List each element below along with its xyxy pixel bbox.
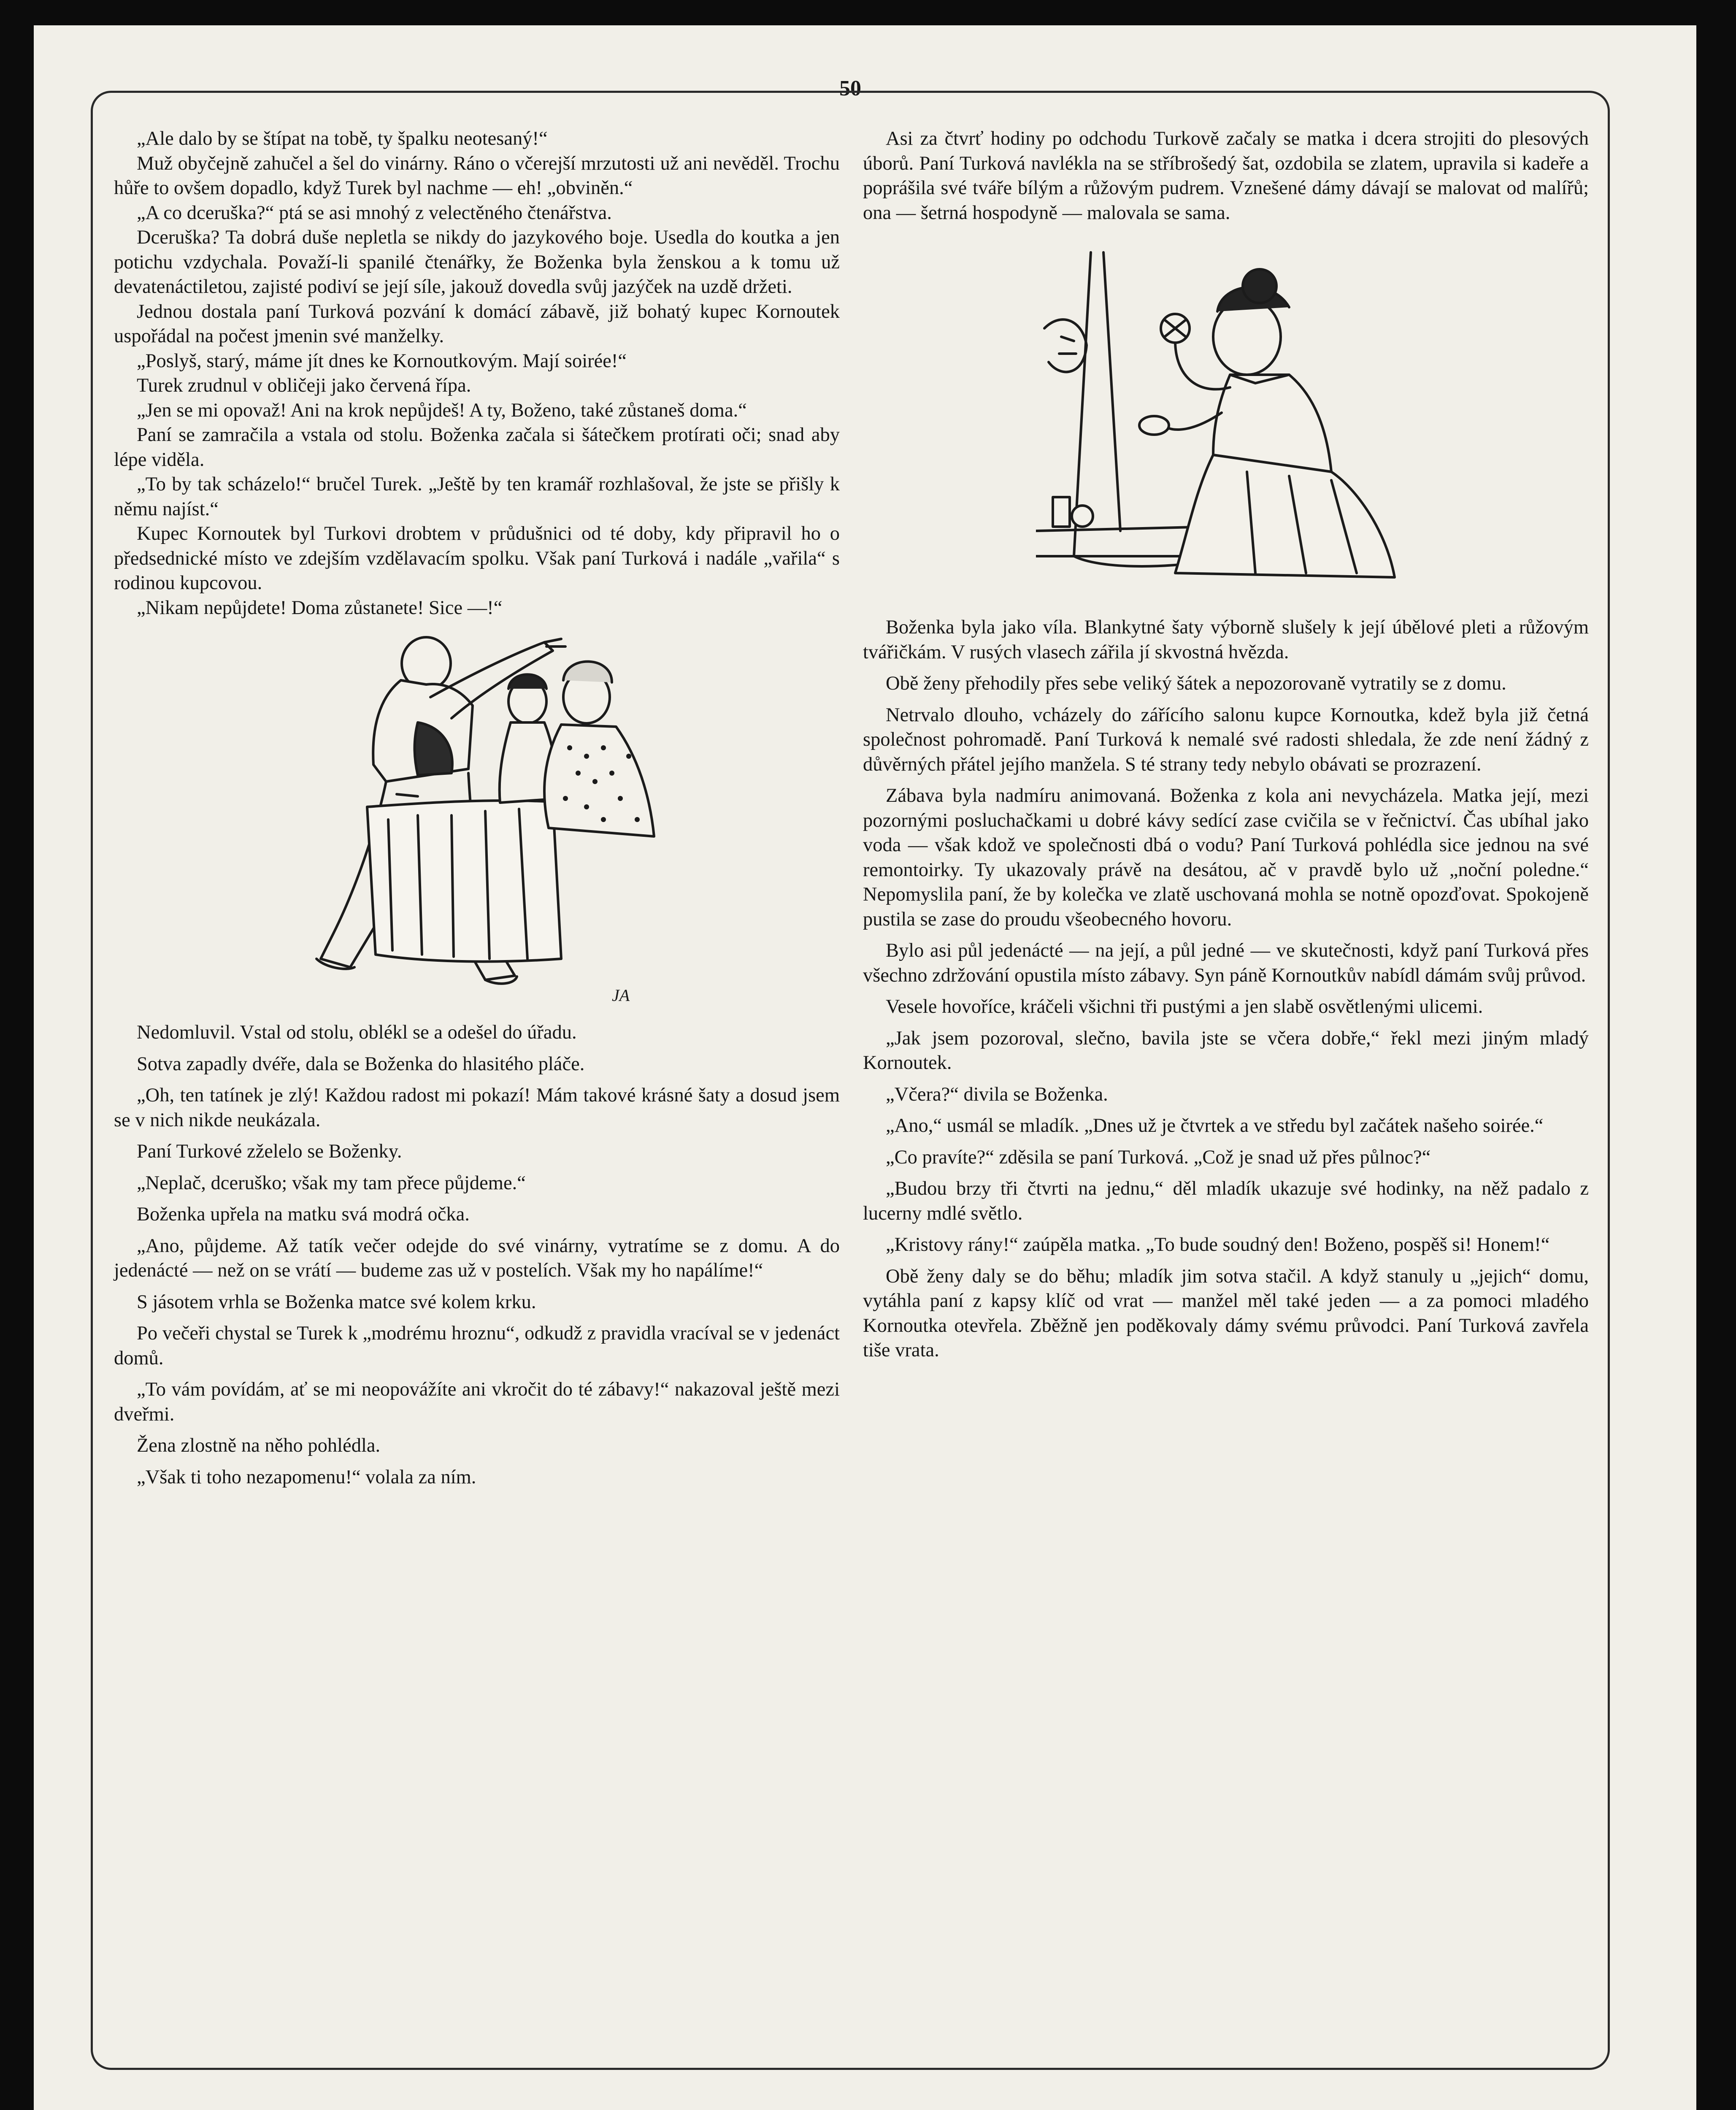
illustration-father-at-table <box>291 630 671 1009</box>
left-text-lower <box>114 1020 840 1490</box>
left-paragraph: „Jen se mi opovaž! Ani na krok nepůjdeš! A ty, Boženo, také zůstaneš doma.“ <box>137 399 747 421</box>
left-paragraph: „Neplač, dceruško; však my tam přece půjdeme.“ <box>137 1172 526 1194</box>
left-paragraph: „Ano, půjdeme. Až tatík večer odejde do své vinárny, vytratíme se z domu. A do jedenácté — než on se vrátí — budeme zas už v postelích. Však my ho napálíme!“ <box>114 1235 840 1281</box>
right-paragraph: Vesele hovoříce, kráčeli všichni tři pustými a jen slabě osvětlenými ulicemi. <box>886 996 1483 1017</box>
left-paragraph: Paní se zamračila a vstala od stolu. Boženka začala si šátečkem protírati oči; snad aby lépe viděla. <box>114 424 840 471</box>
left-paragraph: „Však ti toho nezapomenu!“ volala za ním. <box>137 1466 476 1488</box>
page-number: 50 <box>839 76 861 100</box>
right-text-upper <box>863 127 1589 225</box>
right-paragraph: „Kristovy rány!“ zaúpěla matka. „To bude soudný den! Boženo, pospěš si! Honem!“ <box>886 1234 1550 1255</box>
left-paragraph: „To vám povídám, ať se mi neopovážíte ani vkročit do té zábavy!“ nakazoval ještě mezi dveřmi. <box>114 1379 840 1425</box>
left-paragraph: Turek zrudnul v obličeji jako červená řípa. <box>137 375 471 396</box>
left-text-upper <box>114 127 840 620</box>
right-paragraph: Netrvalo dlouho, vcházely do zářícího salonu kupce Kornoutka, kdež byla již četná společnost pohromadě. Paní Turková k nemalé své radosti shledala, že zde není žádný z důvěrných přátel jejího manžela. S té strany tedy nebylo obávati se prozrazení. <box>863 704 1589 775</box>
right-paragraph: Obě ženy přehodily přes sebe veliký šátek a nepozorovaně vytratily se z domu. <box>886 673 1506 694</box>
illustration-woman-powdering <box>1036 235 1416 582</box>
left-paragraph: Dceruška? Ta dobrá duše nepletla se nikdy do jazykového boje. Usedla do koutka a jen potichu vzdychala. Považí-li spanilé čtenářky, že Boženka byla ženskou a k tomu už devatenáctiletou, zajisté podiví se její síle, jakouž dovedla svůj jazýček na uzdě držeti. <box>114 227 840 298</box>
right-paragraph: „Co pravíte?“ zděsila se paní Turková. „Což je snad už přes půlnoc?“ <box>886 1146 1431 1168</box>
left-paragraph: Sotva zapadly dvéře, dala se Boženka do hlasitého pláče. <box>137 1053 585 1075</box>
left-column <box>114 127 840 1490</box>
left-paragraph: Muž obyčejně zahučel a šel do vinárny. Ráno o včerejší mrzutosti už ani nevěděl. Trochu hůře to ovšem dopadlo, když Turek byl nachme — eh! „obviněn.“ <box>114 152 840 199</box>
left-paragraph: Žena zlostně na něho pohlédla. <box>137 1435 381 1456</box>
left-paragraph: Boženka upřela na matku svá modrá očka. <box>137 1204 470 1225</box>
right-paragraph: Boženka byla jako víla. Blankytné šaty výborně slušely k její úbělové pleti a růžovým tvářičkám. V rusých vlasech zářila jí skvostná hvězda. <box>863 617 1589 663</box>
left-paragraph: „To by tak scházelo!“ bručel Turek. „Ještě by ten kramář rozhlašoval, že jste se přišly k němu najíst.“ <box>114 473 840 520</box>
right-paragraph: „Ano,“ usmál se mladík. „Dnes už je čtvrtek a ve středu byl začátek našeho soirée.“ <box>886 1115 1544 1136</box>
right-paragraph: „Budou brzy tři čtvrti na jednu,“ děl mladík ukazuje své hodinky, na něž padalo z lucerny mdlé světlo. <box>863 1178 1589 1224</box>
left-paragraph: Jednou dostala paní Turková pozvání k domácí zábavě, již bohatý kupec Kornoutek uspořádal na počest jmenin své manželky. <box>114 300 840 347</box>
left-paragraph: „Poslyš, starý, máme jít dnes ke Kornoutkovým. Mají soirée!“ <box>137 350 627 372</box>
right-column <box>863 127 1589 1363</box>
left-paragraph: S jásotem vrhla se Boženka matce své kolem krku. <box>137 1291 536 1313</box>
right-paragraph: Obě ženy daly se do běhu; mladík jim sotva stačil. A když stanuly u „jejich“ domu, vytáhla paní z kapsy klíč od vrat — manžel měl také jeden — a za pomoci mladého Kornoutka otevřela. Zběžně jen poděkovaly dámy svému průvodci. Paní Turková zavřela tiše vrata. <box>863 1265 1589 1361</box>
right-paragraph: „Včera?“ divila se Boženka. <box>886 1083 1108 1105</box>
right-paragraph: Asi za čtvrť hodiny po odchodu Turkově začaly se matka i dcera strojiti do plesových úborů. Paní Turková navlékla na se stříbrošedý šat, ozdobila se zlatem, upravila si kadeře a poprášila své tváře bílým a růžovým pudrem. Vznešené dámy dávají se malovat od malířů; ona — šetrná hospodyně — malovala se sama. <box>863 128 1589 224</box>
left-paragraph: Po večeři chystal se Turek k „modrému hroznu“, odkudž z pravidla vracíval se v jedenáct domů. <box>114 1323 840 1369</box>
left-paragraph: Kupec Kornoutek byl Turkovi drobtem v průdušnici od té doby, kdy připravil ho o předsednické místo ve zdejším vzdělavacím spolku. Však paní Turková i nadále „vařila“ s rodinou kupcovou. <box>114 523 840 594</box>
right-paragraph: „Jak jsem pozoroval, slečno, bavila jste se včera dobře,“ řekl mezi jiným mladý Kornoutek. <box>863 1027 1589 1074</box>
right-text-lower <box>863 615 1589 1363</box>
illustration-signature: JA <box>612 986 630 1005</box>
left-paragraph: „Ale dalo by se štípat na tobě, ty špalku neotesaný!“ <box>137 128 548 149</box>
right-paragraph: Bylo asi půl jedenácté — na její, a půl jedné — ve skutečnosti, když paní Turková přes všechno zdržování opustila místo zábavy. Syn páně Kornoutkův nabídl dámám svůj průvod. <box>863 940 1589 986</box>
left-paragraph: Paní Turkové zželelo se Boženky. <box>137 1141 402 1162</box>
left-paragraph: Nedomluvil. Vstal od stolu, oblékl se a odešel do úřadu. <box>137 1022 577 1043</box>
left-paragraph: „A co dceruška?“ ptá se asi mnohý z velectěného čtenářstva. <box>137 202 612 224</box>
left-paragraph: „Oh, ten tatínek je zlý! Každou radost mi pokazí! Mám takové krásné šaty a dosud jsem se v nich nikde neukázala. <box>114 1085 840 1131</box>
left-paragraph: „Nikam nepůjdete! Doma zůstanete! Sice —!“ <box>137 597 503 619</box>
right-paragraph: Zábava byla nadmíru animovaná. Boženka z kola ani nevycházela. Matka její, mezi pozornými posluchačkami u dobré kávy sedící zase cvičila se v řečnictví. Čas ubíhal jako voda — však kdož ve společnosti dbá o vodu? Paní Turková pohlédla sice jednou na své remontoirky. Ty ukazovaly právě na desátou, ač v pravdě bylo už „noční poledne.“ Nepomyslila paní, že by kolečka ve zlatě uschovaná mohla se notně opozďovat. Spokojeně pustila se zase do proudu všeobecného hovoru. <box>863 785 1589 930</box>
